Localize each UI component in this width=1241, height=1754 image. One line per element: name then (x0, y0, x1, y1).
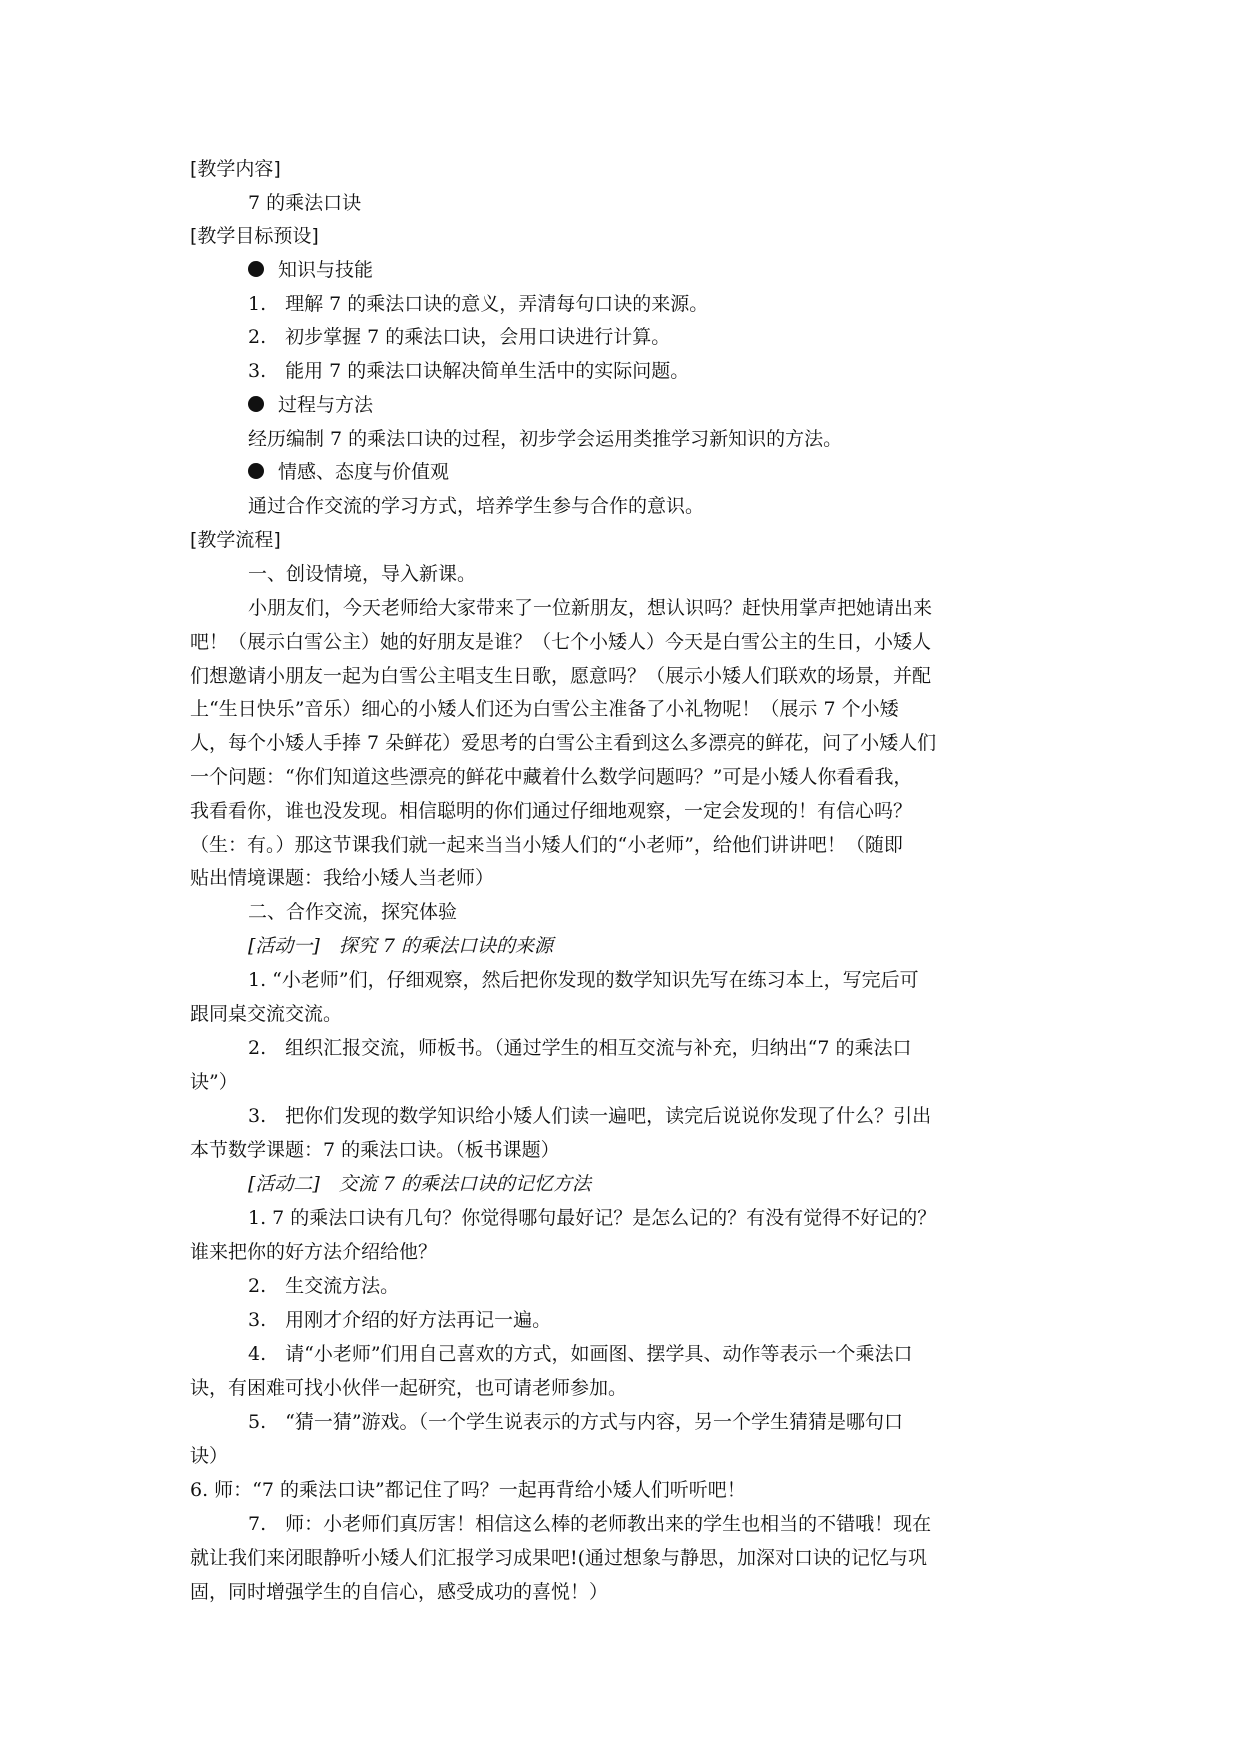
goal-item: 2. 初步掌握 7 的乘法口诀，会用口诀进行计算。 (248, 326, 671, 348)
goal-item: 1. 理解 7 的乘法口诀的意义，弄清每句口诀的来源。 (248, 293, 709, 315)
goal-knowledge-label: 知识与技能 (278, 259, 374, 281)
goal-item: 3. 能用 7 的乘法口诀解决简单生活中的实际问题。 (248, 360, 690, 382)
paragraph-line: 1. 7 的乘法口诀有几句？你觉得哪句最好记？是怎么记的？有没有觉得不好记的？ (248, 1207, 937, 1229)
goal-process-label: 过程与方法 (278, 394, 374, 416)
goal-process (248, 393, 373, 417)
paragraph-line: （生：有。）那这节课我们就一起来当当小矮人们的“小老师”，给他们讲讲吧！（随即 (190, 834, 903, 856)
paragraph-line: 我看看你，谁也没发现。相信聪明的你们通过仔细地观察，一定会发现的！有信心吗？ (190, 800, 913, 822)
paragraph-line: 谁来把你的好方法介绍给他？ (190, 1241, 438, 1263)
paragraph-line: 4. 请“小老师”们用自己喜欢的方式，如画图、摆学具、动作等表示一个乘法口 (248, 1343, 913, 1365)
paragraph-line: 跟同桌交流交流。 (190, 1003, 343, 1025)
paragraph-line: 2. 生交流方法。 (248, 1275, 400, 1297)
bullet-icon (248, 396, 264, 412)
paragraph-line: 5. “猜一猜”游戏。（一个学生说表示的方式与内容，另一个学生猜猜是哪句口 (248, 1411, 904, 1433)
heading-teaching-content: [教学内容] (190, 158, 281, 180)
paragraph-line: 贴出情境课题：我给小矮人当老师） (190, 867, 495, 889)
paragraph-line: 吧！（展示白雪公主）她的好朋友是谁？（七个小矮人）今天是白雪公主的生日，小矮人 (190, 631, 932, 653)
paragraph-line: 小朋友们，今天老师给大家带来了一位新朋友，想认识吗？赶快用掌声把她请出来 (248, 597, 933, 619)
heading-teaching-goals: [教学目标预设] (190, 225, 319, 247)
section-two-title: 二、合作交流，探究体验 (248, 901, 458, 923)
goal-emotion-label: 情感、态度与价值观 (278, 461, 450, 483)
paragraph-line: 7. 师：小老师们真厉害！相信这么棒的老师教出来的学生也相当的不错哦！现在 (248, 1513, 932, 1535)
paragraph-line: 上“生日快乐”音乐）细心的小矮人们还为白雪公主准备了小礼物呢！（展示 7 个小矮 (190, 698, 899, 720)
paragraph-line: 3. 把你们发现的数学知识给小矮人们读一遍吧，读完后说说你发现了什么？引出 (248, 1105, 932, 1127)
bullet-icon (248, 463, 264, 479)
paragraph-line: 6. 师：“7 的乘法口诀”都记住了吗？一起再背给小矮人们听听吧！ (190, 1479, 746, 1501)
paragraph-line: 人，每个小矮人手捧 7 朵鲜花）爱思考的白雪公主看到这么多漂亮的鲜花，问了小矮人们 (190, 732, 937, 754)
paragraph-line: 本节数学课题：7 的乘法口诀。（板书课题） (190, 1139, 560, 1161)
paragraph-line: 一个问题：“你们知道这些漂亮的鲜花中藏着什么数学问题吗？”可是小矮人你看看我， (190, 766, 913, 788)
paragraph-line: 固，同时增强学生的自信心，感受成功的喜悦！） (190, 1581, 609, 1603)
goal-emotion (248, 460, 449, 484)
paragraph-line: 们想邀请小朋友一起为白雪公主唱支生日歌，愿意吗？（展示小矮人们联欢的场景，并配 (190, 665, 932, 687)
paragraph-line: 诀，有困难可找小伙伴一起研究，也可请老师参加。 (190, 1377, 628, 1399)
goal-process-text: 经历编制 7 的乘法口诀的过程，初步学会运用类推学习新知识的方法。 (248, 428, 843, 450)
section-one-title: 一、创设情境，导入新课。 (248, 563, 477, 585)
content-text: 7 的乘法口诀 (248, 192, 362, 214)
goal-knowledge (248, 258, 373, 282)
activity-two-title: [活动二] 交流 7 的乘法口诀的记忆方法 (248, 1173, 591, 1195)
paragraph-line: 诀） (190, 1445, 229, 1467)
paragraph-line: 1. “小老师”们，仔细观察，然后把你发现的数学知识先写在练习本上，写完后可 (248, 969, 919, 991)
bullet-icon (248, 261, 264, 277)
activity-one-title: [活动一] 探究 7 的乘法口诀的来源 (248, 935, 553, 957)
paragraph-line: 就让我们来闭眼静听小矮人们汇报学习成果吧!(通过想象与静思，加深对口诀的记忆与巩 (190, 1547, 928, 1569)
paragraph-line: 诀”） (190, 1071, 238, 1093)
heading-teaching-flow: [教学流程] (190, 529, 281, 551)
paragraph-line: 2. 组织汇报交流，师板书。（通过学生的相互交流与补充，归纳出“7 的乘法口 (248, 1037, 912, 1059)
goal-emotion-text: 通过合作交流的学习方式，培养学生参与合作的意识。 (248, 495, 705, 517)
paragraph-line: 3. 用刚才介绍的好方法再记一遍。 (248, 1309, 552, 1331)
